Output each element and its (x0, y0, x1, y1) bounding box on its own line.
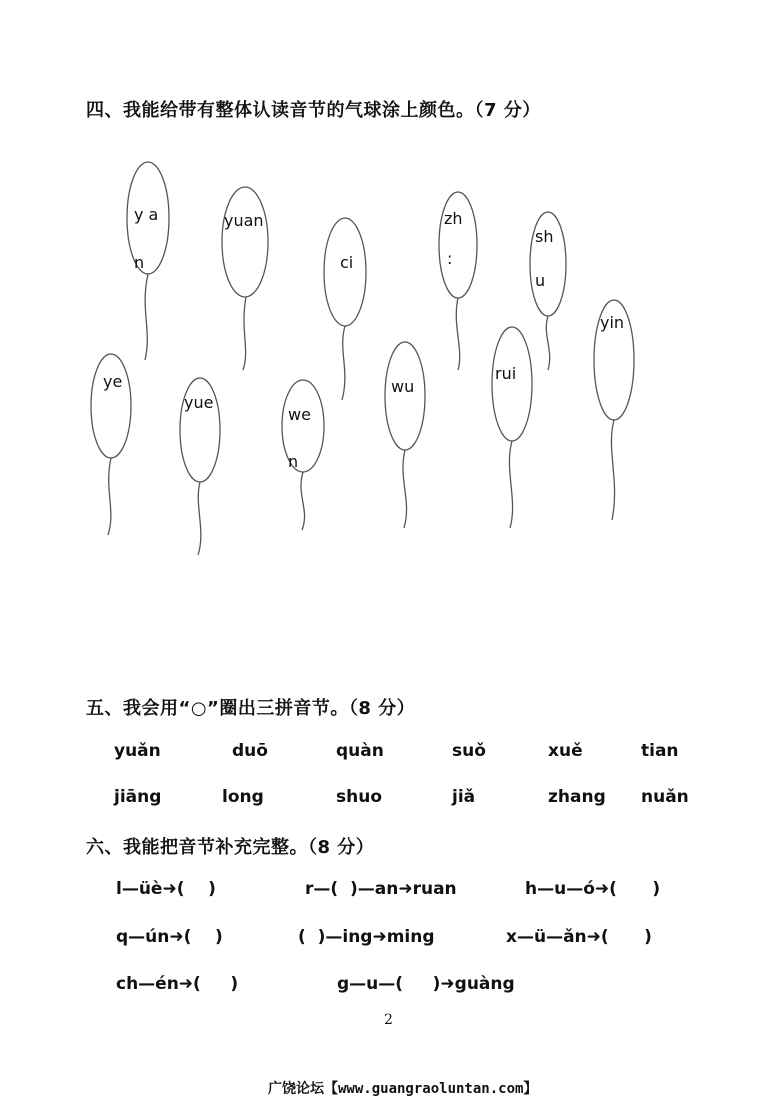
fill-item[interactable]: ch—én➜( ) (116, 974, 239, 994)
syllable[interactable]: nuǎn (641, 787, 689, 807)
section5-heading: 五、我会用“○”圈出三拼音节。（8 分） (86, 698, 416, 719)
syllable[interactable]: yuǎn (114, 741, 161, 761)
fill-item[interactable]: h—u—ó➜( ) (525, 879, 661, 899)
balloon-ye[interactable] (91, 354, 131, 535)
balloon-label: yin (600, 313, 625, 332)
syllable[interactable]: quàn (336, 741, 384, 761)
balloon-label: yuan (224, 211, 264, 230)
fill-item[interactable]: g—u—( )➜guàng (337, 974, 515, 994)
balloon-rui[interactable] (492, 327, 532, 528)
fill-item[interactable]: r—( )—an➜ruan (305, 879, 457, 899)
balloon-yue[interactable] (180, 378, 220, 555)
balloon-label: n (134, 253, 145, 272)
balloon-label: ci (340, 253, 354, 272)
balloon-yan[interactable] (127, 162, 169, 360)
balloon-shu[interactable] (530, 212, 566, 370)
footer-site[interactable]: 广饶论坛【www.guangraoluntan.com】 (268, 1081, 538, 1097)
syllable[interactable]: tian (641, 741, 679, 761)
balloon-label: zh (444, 209, 463, 228)
syllable[interactable]: long (222, 787, 264, 807)
section6-heading: 六、我能把音节补充完整。（8 分） (86, 837, 375, 858)
balloons-illustration (0, 160, 780, 580)
fill-item[interactable]: x—ü—ǎn➜( ) (506, 927, 652, 947)
balloon-label: u (535, 271, 546, 290)
balloon-label: sh (535, 227, 554, 246)
balloon-wen[interactable] (282, 380, 324, 530)
balloon-label: y a (134, 205, 159, 224)
syllable[interactable]: duō (232, 741, 268, 761)
fill-item[interactable]: q—ún➜( ) (116, 927, 223, 947)
syllable[interactable]: jiāng (114, 787, 162, 807)
balloon-label: we (288, 405, 311, 424)
balloon-label: wu (391, 377, 415, 396)
syllable[interactable]: zhang (548, 787, 606, 807)
syllable[interactable]: xuě (548, 741, 583, 761)
syllable[interactable]: jiǎ (452, 787, 476, 807)
balloon-label: : (447, 249, 453, 268)
page-number: 2 (384, 1012, 393, 1028)
balloon-label: rui (495, 364, 517, 383)
syllable[interactable]: shuo (336, 787, 383, 807)
balloon-wu[interactable] (385, 342, 425, 528)
balloon-yin[interactable] (594, 300, 634, 520)
section4-heading: 四、我能给带有整体认读音节的气球涂上颜色。（7 分） (86, 100, 541, 121)
balloon-zhi[interactable] (439, 192, 477, 370)
syllable[interactable]: suǒ (452, 741, 486, 761)
balloon-ci[interactable] (324, 218, 366, 400)
balloon-label: yue (184, 393, 214, 412)
fill-item[interactable]: l—üè➜( ) (116, 879, 216, 899)
fill-item[interactable]: ( )—ing➜ming (298, 927, 435, 947)
balloon-label: n (288, 452, 299, 471)
balloon-label: ye (103, 372, 123, 391)
balloon-yuan[interactable] (222, 187, 268, 370)
